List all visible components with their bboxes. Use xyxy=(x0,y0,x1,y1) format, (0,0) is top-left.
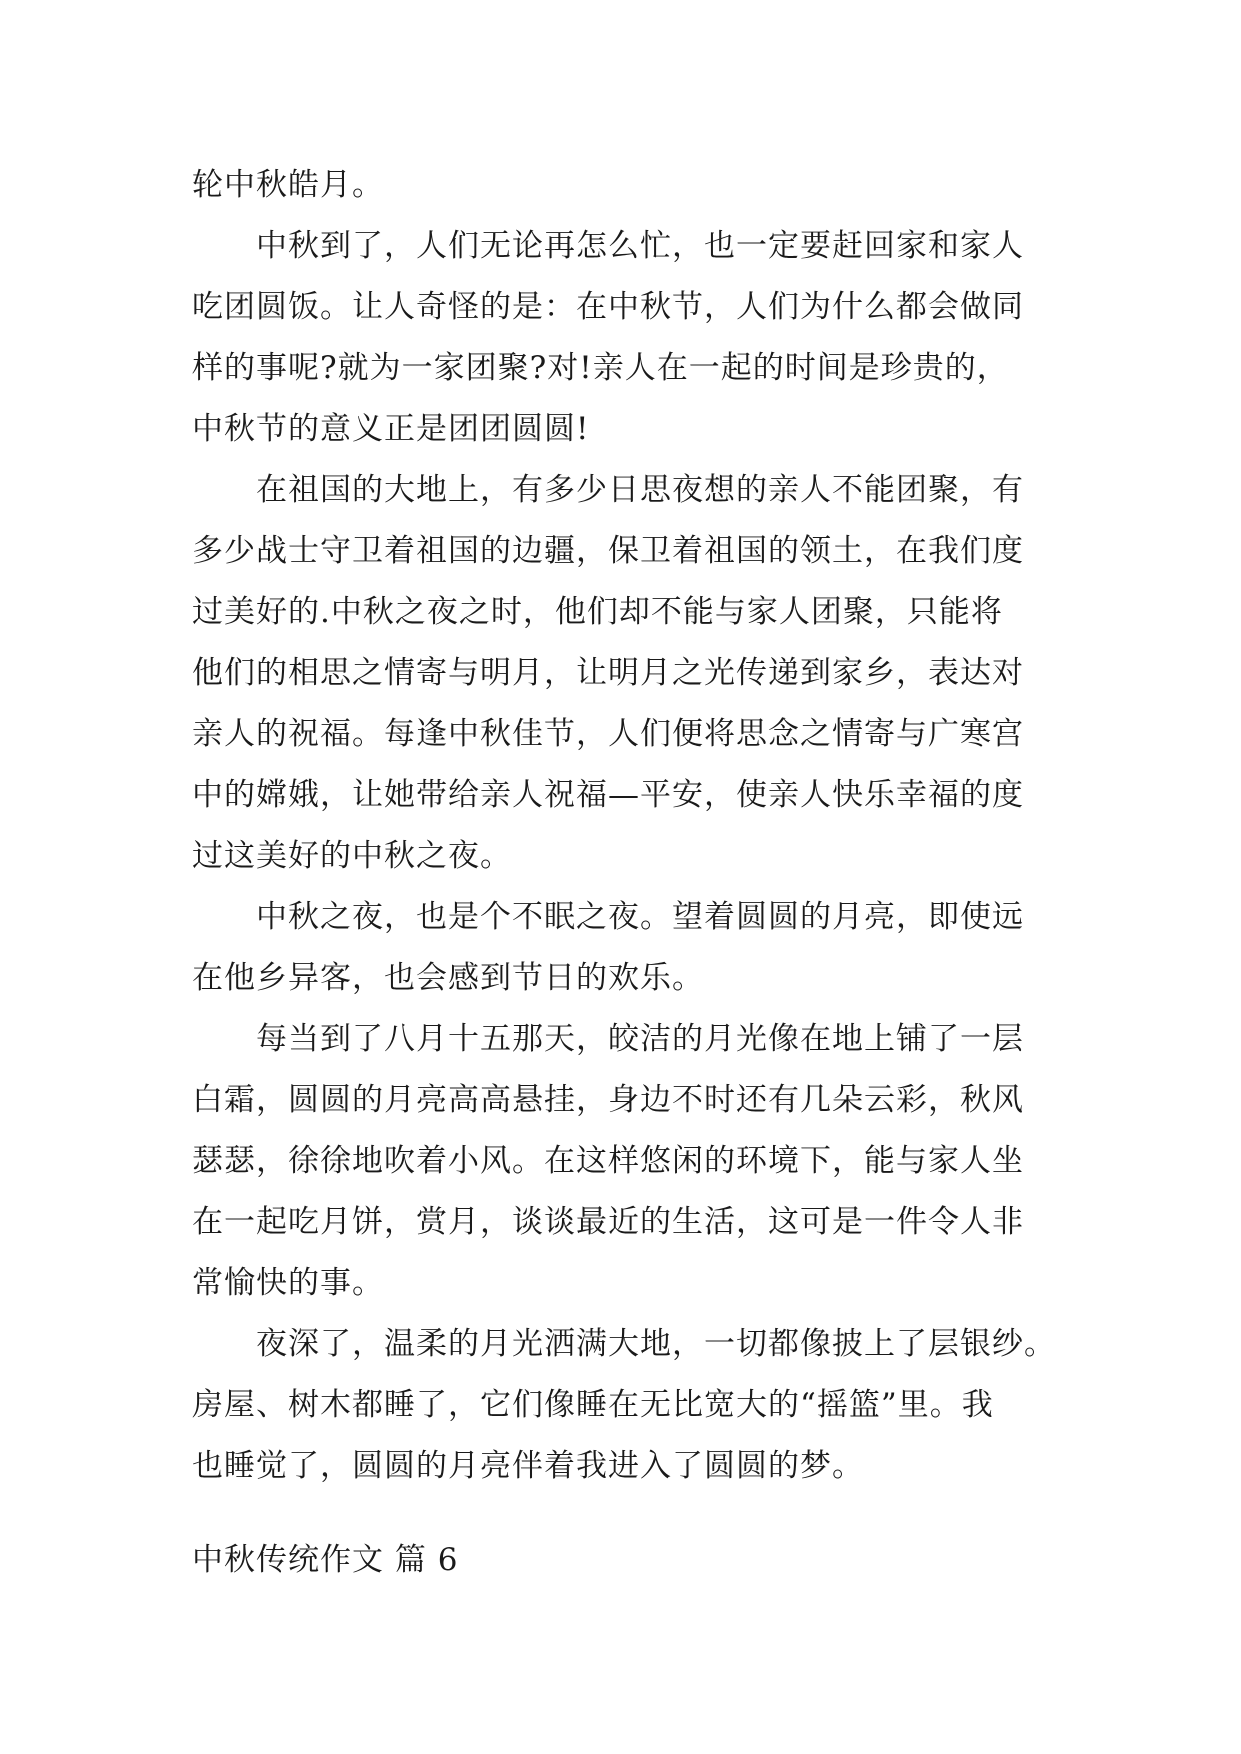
paragraph-line: 吃团圆饭。让人奇怪的是：在中秋节，人们为什么都会做同 xyxy=(192,289,1024,325)
paragraph-line: 亲人的祝福。每逢中秋佳节，人们便将思念之情寄与广寒宫 xyxy=(192,716,1024,752)
paragraph-line: 常愉快的事。 xyxy=(192,1265,384,1301)
paragraph-line: 中秋之夜，也是个不眠之夜。望着圆圆的月亮，即使远 xyxy=(256,899,1024,935)
paragraph-line: 中秋到了，人们无论再怎么忙，也一定要赶回家和家人 xyxy=(256,228,1024,264)
paragraph-line: 多少战士守卫着祖国的边疆，保卫着祖国的领土，在我们度 xyxy=(192,533,1024,569)
paragraph-line: 中秋节的意义正是团团圆圆! xyxy=(192,411,590,447)
paragraph-line: 每当到了八月十五那天，皎洁的月光像在地上铺了一层 xyxy=(256,1021,1024,1057)
paragraph-line: 样的事呢?就为一家团聚?对!亲人在一起的时间是珍贵的， xyxy=(192,350,1009,386)
paragraph-line: 夜深了，温柔的月光洒满大地，一切都像披上了层银纱。 xyxy=(256,1326,1056,1362)
paragraph-line: 在一起吃月饼，赏月，谈谈最近的生活，这可是一件令人非 xyxy=(192,1204,1024,1240)
paragraph-line: 瑟瑟，徐徐地吹着小风。在这样悠闲的环境下，能与家人坐 xyxy=(192,1143,1024,1179)
section-heading: 中秋传统作文 篇 6 xyxy=(192,1542,459,1578)
paragraph-line: 也睡觉了，圆圆的月亮伴着我进入了圆圆的梦。 xyxy=(192,1448,864,1484)
paragraph-line: 过美好的.中秋之夜之时，他们却不能与家人团聚，只能将 xyxy=(192,594,1003,630)
paragraph-line: 中的嫦娥，让她带给亲人祝福—平安，使亲人快乐幸福的度 xyxy=(192,777,1024,813)
paragraph-line: 他们的相思之情寄与明月，让明月之光传递到家乡，表达对 xyxy=(192,655,1024,691)
paragraph-line: 在祖国的大地上，有多少日思夜想的亲人不能团聚，有 xyxy=(256,472,1024,508)
paragraph-line: 白霜，圆圆的月亮高高悬挂，身边不时还有几朵云彩，秋风 xyxy=(192,1082,1024,1118)
paragraph-line: 在他乡异客，也会感到节日的欢乐。 xyxy=(192,960,704,996)
paragraph-line: 过这美好的中秋之夜。 xyxy=(192,838,512,874)
paragraph-line: 轮中秋皓月。 xyxy=(192,167,384,203)
paragraph-line: 房屋、树木都睡了，它们像睡在无比宽大的“摇篮”里。我 xyxy=(192,1387,994,1423)
